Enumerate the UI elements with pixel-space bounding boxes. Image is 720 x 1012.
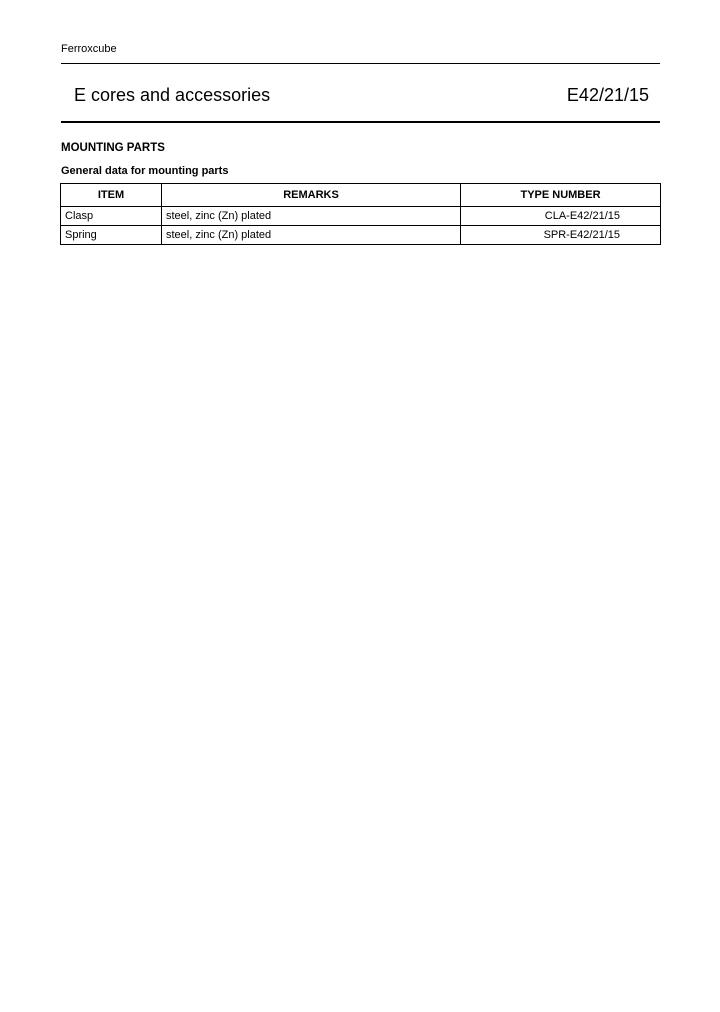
table-header-row [61, 184, 661, 207]
header-bottom-rule [61, 121, 660, 123]
cell-item: Spring [61, 226, 162, 245]
mounting-parts-table [60, 183, 661, 245]
cell-item: Clasp [61, 207, 162, 226]
column-header-type-number: TYPE NUMBER [461, 184, 661, 207]
part-code: E42/21/15 [566, 85, 649, 105]
cell-remarks: steel, zinc (Zn) plated [162, 207, 461, 226]
table-row [61, 207, 661, 226]
column-header-remarks: REMARKS [162, 184, 461, 207]
header-top-rule [61, 63, 660, 64]
table-caption: General data for mounting parts [61, 165, 229, 177]
brand-name: Ferroxcube [61, 43, 117, 55]
cell-type-number: SPR-E42/21/15 [461, 226, 661, 245]
column-header-item: ITEM [61, 184, 162, 207]
page-title: E cores and accessories [74, 85, 271, 105]
table-row [61, 226, 661, 245]
cell-remarks: steel, zinc (Zn) plated [162, 226, 461, 245]
cell-type-number: CLA-E42/21/15 [461, 207, 661, 226]
section-title: MOUNTING PARTS [61, 142, 165, 154]
